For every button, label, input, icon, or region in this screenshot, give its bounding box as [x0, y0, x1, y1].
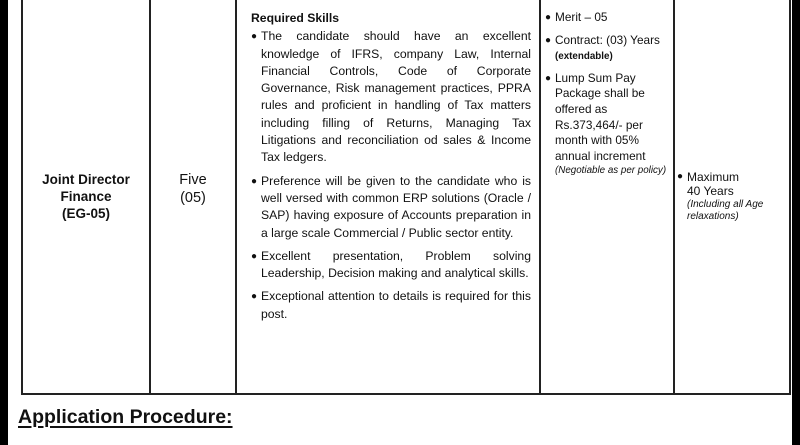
terms-cell: [540, 0, 674, 394]
post-title-line: Joint Director: [42, 172, 130, 187]
term-item-merit: [545, 10, 667, 26]
term-item-pay: [545, 71, 667, 178]
skills-heading: Required Skills: [251, 11, 340, 25]
job-advertisement-page: [8, 0, 792, 445]
post-title-cell: [22, 0, 150, 394]
age-limit: [677, 170, 787, 224]
merit-text: Merit – 05: [555, 10, 608, 24]
vacancies-number: (05): [180, 189, 206, 206]
skill-item: [251, 173, 531, 242]
post-title-line: Finance: [60, 189, 112, 204]
bullet-icon: ●: [545, 72, 552, 84]
job-details-table: [21, 0, 791, 395]
term-item-contract: [545, 33, 667, 64]
bullet-icon: ●: [251, 250, 258, 262]
pay-note: (Negotiable as per policy): [555, 165, 667, 177]
vacancies-word: Five: [179, 171, 207, 188]
skill-item: [251, 248, 531, 283]
contract-text: Contract: (03) Years: [555, 32, 660, 47]
contract-note: (extendable): [555, 51, 613, 63]
post-title: [23, 171, 149, 222]
pay-text: Lump Sum Pay Package shall be offered as Rs.373,464/- per month with 05% annual increment: [555, 70, 646, 163]
skill-text: Excellent presentation, Problem solving Leadership, Decision making and analytical skills.: [261, 248, 531, 281]
vacancies-cell: [150, 0, 236, 394]
bullet-icon: ●: [545, 34, 552, 46]
table-row: [22, 0, 790, 394]
age-cell: [674, 0, 790, 394]
skill-text: Exceptional attention to details is required for this post.: [261, 289, 531, 321]
post-grade: (EG-05): [61, 206, 110, 221]
age-note: (Including all Age relaxations): [687, 198, 764, 222]
bullet-icon: ●: [251, 175, 258, 187]
vacancies-count: [151, 171, 235, 207]
skill-text: The candidate should have an excellent knowledge of IFRS, company Law, Internal Financial Controls, Code of Corporate Governance, Risk management practices, PPRA rules and proficient in handling of Tax matters including filling of Returns, Managing Tax Litigations and reconciliation od sales & Income Tax ledgers.: [261, 29, 531, 165]
skill-text: Preference will be given to the candidate who is well versed with common ERP solutions (Oracle / SAP) having exposure of Accounts preparation in a large scale Commercial / Public sector entity.: [261, 173, 531, 240]
age-max-label: Maximum: [687, 169, 740, 184]
skills-cell: [236, 0, 540, 394]
bullet-icon: ●: [251, 31, 258, 43]
age-max-value: 40 Years: [687, 184, 734, 198]
bullet-icon: ●: [545, 12, 552, 23]
bullet-icon: ●: [677, 170, 684, 182]
bullet-icon: ●: [251, 291, 258, 303]
application-procedure-heading: Application Procedure:: [18, 406, 233, 428]
skill-item: [251, 288, 531, 323]
skill-item: [251, 28, 531, 166]
